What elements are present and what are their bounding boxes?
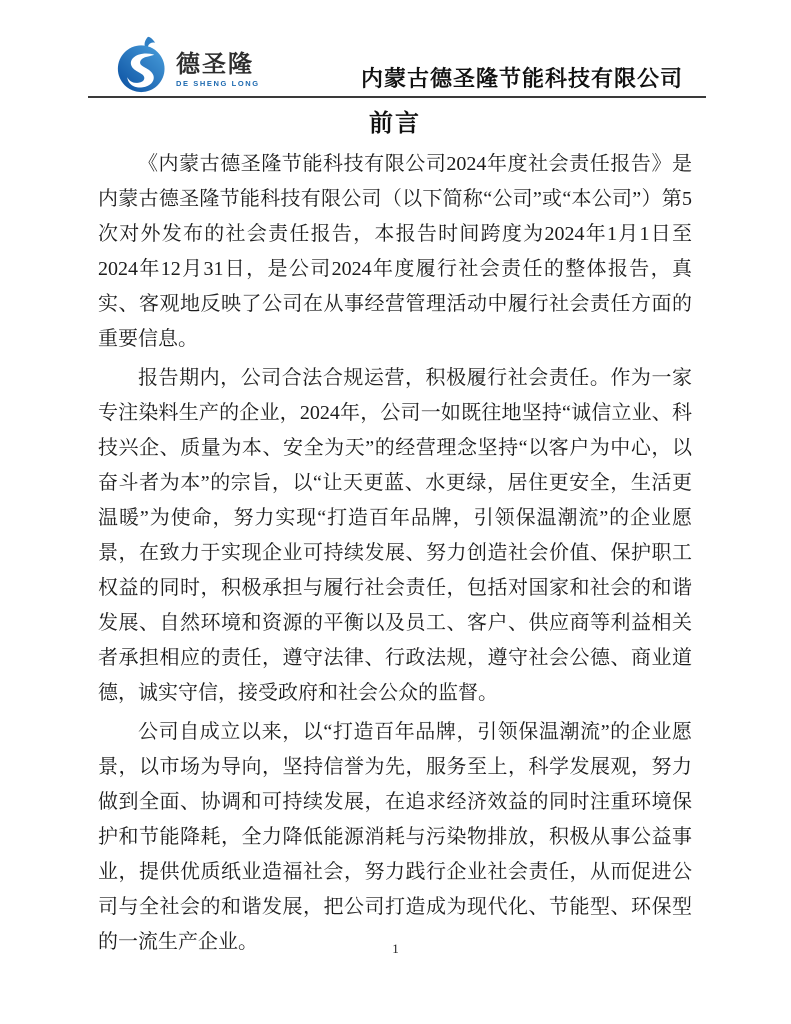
- paragraph-1: 《内蒙古德圣隆节能科技有限公司2024年度社会责任报告》是内蒙古德圣隆节能科技有限公司（以下简称“公司”或“本公司”）第5次对外发布的社会责任报告，本报告时间跨度为2024年1月1日至2024年12月31日，是公司2024年度履行社会责任的整体报告，真实、客观地反映了公司在从事经营管理活动中履行社会责任方面的重要信息。: [98, 153, 692, 350]
- page-number: 1: [392, 941, 399, 956]
- logo-wordmark: [176, 50, 260, 88]
- header-divider: [88, 96, 706, 98]
- document-body: [98, 103, 692, 964]
- dragon-s-logo-icon: [116, 36, 172, 94]
- page-title: 前言: [369, 111, 421, 137]
- paragraph-3: 公司自成立以来，以“打造百年品牌，引领保温潮流”的企业愿景，以市场为导向，坚持信誉为先，服务至上，科学发展观，努力做到全面、协调和可持续发展，在追求经济效益的同时注重环境保护和节能降耗，全力降低能源消耗与污染物排放，积极从事公益事业，提供优质纸业造福社会，努力践行企业社会责任，从而促进公司与全社会的和谐发展，把公司打造成为现代化、节能型、环保型的一流生产企业。: [98, 721, 692, 953]
- header-company-name: 内蒙古德圣隆节能科技有限公司: [360, 66, 683, 91]
- logo-brand-cn: 德圣隆: [176, 50, 254, 78]
- logo-brand-en: DE SHENG LONG: [176, 78, 260, 88]
- company-logo: [116, 36, 260, 94]
- paragraph-2: 报告期内，公司合法合规运营，积极履行社会责任。作为一家专注染料生产的企业，2024年，公司一如既往地坚持“诚信立业、科技兴企、质量为本、安全为天”的经营理念坚持“以客户为中心，以奋斗者为本”的宗旨，以“让天更蓝、水更绿，居住更安全，生活更温暖”为使命，努力实现“打造百年品牌，引领保温潮流”的企业愿景，在致力于实现企业可持续发展、努力创造社会价值、保护职工权益的同时，积极承担与履行社会责任，包括对国家和社会的和谐发展、自然环境和资源的平衡以及员工、客户、供应商等利益相关者承担相应的责任，遵守法律、行政法规，遵守社会公德、商业道德，诚实守信，接受政府和社会公众的监督。: [98, 367, 692, 704]
